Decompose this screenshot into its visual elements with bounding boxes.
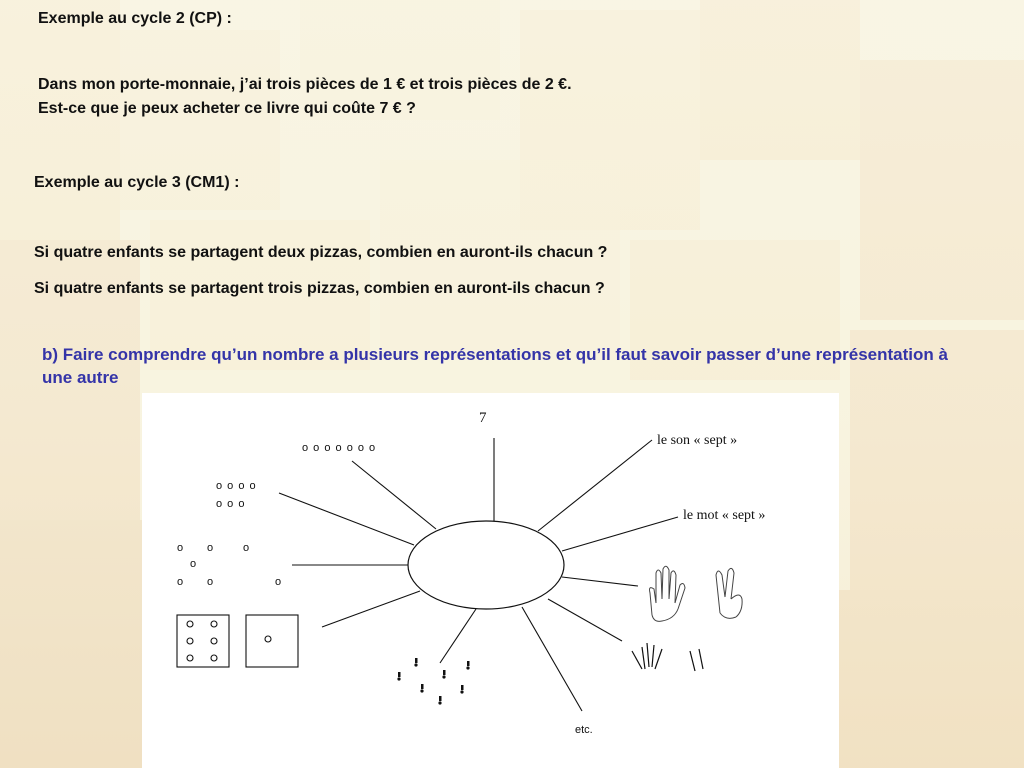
dot-mark bbox=[397, 672, 400, 681]
dice-pip bbox=[265, 636, 271, 642]
scatter-circle: o bbox=[243, 542, 251, 554]
section-b-title: b) Faire comprendre qu’un nombre a plusieurs représentations et qu’il faut savoir passer d’une représentation à une autre bbox=[42, 345, 948, 387]
dice-pip bbox=[211, 638, 217, 644]
dice-pip bbox=[187, 621, 193, 627]
scatter-circle: o bbox=[207, 576, 215, 588]
label-son-sept: le son « sept » bbox=[657, 433, 738, 448]
dice-one bbox=[246, 615, 298, 667]
cycle-3-heading: Exemple au cycle 3 (CM1) : bbox=[34, 174, 240, 191]
scatter-circle: o bbox=[275, 576, 283, 588]
cycle-2-problem-line-1: Dans mon porte-monnaie, j’ai trois pièces de 1 € et trois pièces de 2 €. bbox=[38, 76, 572, 93]
dice-pip bbox=[211, 621, 217, 627]
spoke-one-row bbox=[352, 461, 436, 529]
scatter-circle: o bbox=[177, 576, 185, 588]
cycle-3-question-2: Si quatre enfants se partagent trois pizzas, combien en auront-ils chacun ? bbox=[34, 280, 605, 297]
row-of-seven-circles: o o o o o o o bbox=[302, 442, 377, 454]
spoke-son bbox=[538, 440, 652, 531]
open-hand-five-fingers-icon bbox=[650, 566, 686, 621]
tally-marks-two bbox=[690, 649, 703, 671]
dice-pip bbox=[187, 655, 193, 661]
scatter-circle: o bbox=[207, 542, 215, 554]
dot-mark bbox=[460, 685, 463, 694]
dot-mark bbox=[420, 684, 423, 693]
number-seven: 7 bbox=[479, 410, 487, 426]
spoke-dots bbox=[440, 609, 476, 663]
tally-marks-five bbox=[632, 643, 662, 669]
scatter-circle: o bbox=[190, 558, 198, 570]
circles-row-three: o o o bbox=[216, 498, 246, 510]
dot-mark bbox=[438, 696, 441, 705]
scattered-dots bbox=[397, 658, 469, 705]
spoke-etc bbox=[522, 607, 582, 711]
cycle-2-problem-line-2: Est-ce que je peux acheter ce livre qui coûte 7 € ? bbox=[38, 100, 416, 117]
spoke-dice bbox=[322, 591, 420, 627]
dot-mark bbox=[414, 658, 417, 667]
hand-two-fingers-icon bbox=[716, 568, 742, 618]
spoke-hands bbox=[562, 577, 638, 586]
spoke-tally bbox=[548, 599, 622, 641]
dice-pip bbox=[187, 638, 193, 644]
dot-mark bbox=[442, 670, 445, 679]
dice-six bbox=[177, 615, 229, 667]
spoke-mot bbox=[562, 517, 678, 551]
central-ellipse bbox=[408, 521, 564, 609]
circles-row-four: o o o o bbox=[216, 480, 257, 492]
cycle-3-question-1: Si quatre enfants se partagent deux pizzas, combien en auront-ils chacun ? bbox=[34, 244, 608, 261]
spoke-two-rows bbox=[279, 493, 414, 545]
label-etc: etc. bbox=[575, 724, 593, 736]
dot-mark bbox=[466, 661, 469, 670]
cycle-2-heading: Exemple au cycle 2 (CP) : bbox=[38, 10, 232, 27]
label-mot-sept: le mot « sept » bbox=[683, 508, 766, 523]
scatter-circle: o bbox=[177, 542, 185, 554]
dice-pip bbox=[211, 655, 217, 661]
number-representations-diagram bbox=[142, 393, 839, 768]
scattered-circles bbox=[177, 542, 282, 588]
